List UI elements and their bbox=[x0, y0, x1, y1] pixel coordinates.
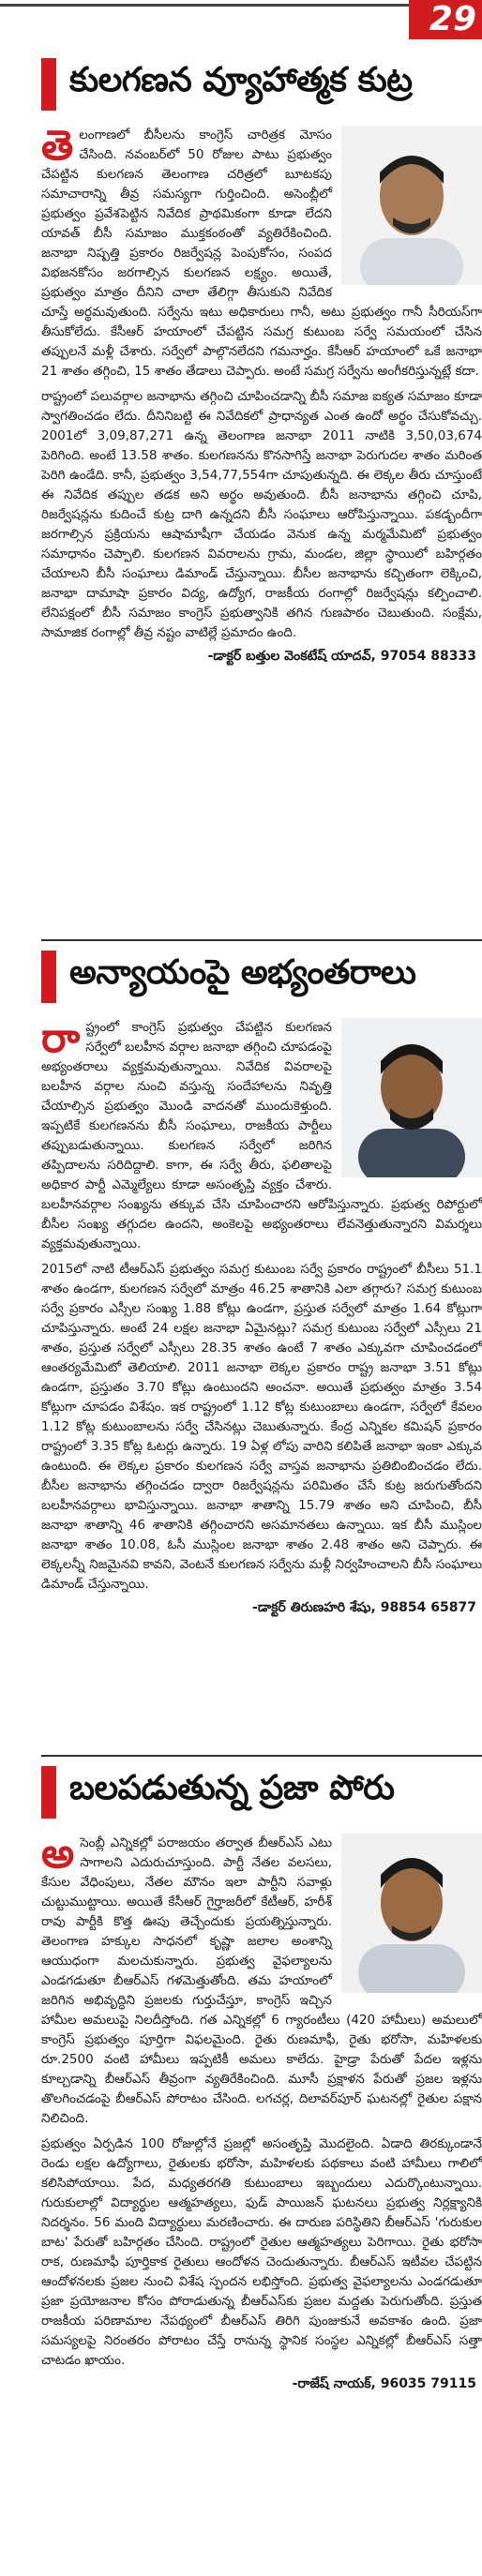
author-photo-3 bbox=[341, 1834, 482, 1993]
article-3-dropcap: అ bbox=[41, 1830, 75, 1878]
header-rule bbox=[0, 4, 413, 7]
article-2-intro-text: ష్ట్రంలో కాంగ్రెస్ ప్రభుత్వం చేపట్టిన కులగణన సర్వేలో బలహీన వర్గాల జనాభా తగ్గించి చూపడంపై అభ్యంతరాలు వ్యక్తమవుతున్నాయి. నివేదిక వివరాలపై బలహీన వర్గాల నుంచి వస్తున్న సందేహాలను నివృత్తి చేయాల్సిన ప్రభుత్వం మొండి వాదనతో ముందుకెళ్తుంది. ఇప్పటికే కులగణనను బీసీ సంఘాలు, రాజకీయ పార్టీలు తప్పుబడుతున్నాయి. కులగణన సర్వేలో జరిగిన తప్పిదాలను సరిదిద్దాలి. కాగా, ఈ సర్వే తీరు, ఫలితాలపై అధికార పార్టీ ఎమ్మెల్యేలు కూడా అసంతృప్తి వ్యక్తం చేశారు. బలహీనవర్గాల సంఖ్యను తక్కువ చేసి చూపించారని ఆరోపిస్తున్నారు. ప్రభుత్వ రిపోర్టులో బీసీల సంఖ్య తగ్గుదల ఉందని, అంకెలపై అభ్యంతరాలు లేవనెత్తుతున్నారని విమర్శలు వ్యక్తమవుతున్నాయి. bbox=[41, 1020, 482, 1251]
article-1-dropcap: తె bbox=[41, 122, 74, 170]
article-1-headline: కులగణన వ్యూహాత్మక కుట్ర bbox=[69, 61, 413, 99]
article-2-author: -డాక్టర్ తిరుణహరి శేషు, 98854 65877 bbox=[252, 1600, 476, 1615]
article-1-text: రాష్ట్రంలో పలువర్గాల జనాభాను తగ్గించి చూపించడాన్ని బీసీ సమాజ ఐక్యత సమాజం కూడా స్వాగతించడం లేదు. దీనినిబట్టి ఈ నివేదికలో ప్రాధాన్యత ఎంత ఉందో అర్థం చేసుకోవచ్చు. 2001లో 3,09,87,271 ఉన్న తెలంగాణ జనాభా 2011 నాటికి 3,50,03,674 పెరిగింది. అంటే 13.58 శాతం. కులగణనను కొనసాగిస్తే జనాభా పెరుగుదల శాతం మరింత పెరిగి ఉండేది. కానీ, ప్రభుత్వం 3,54,77,554గా చూపుతున్నది. ఈ లెక్కల తీరు చూస్తుంటే ఈ నివేదిక తప్పుల తడక అని అర్థం అవుతుంది. బీసీ జనాభాను తగ్గించి చూపి, రిజర్వేషన్లను కుదించే కుట్ర దాగి ఉన్నదని బీసీ సంఘాలు ఆరోపిస్తున్నాయి. పకడ్బందీగా జరగాల్సిన ప్రక్రియను ఆషామాషీగా చేయడం వెనుక ఉన్న మర్మమేమిటో ప్రభుత్వం సమాధానం చెప్పాలి. కులగణన వివరాలను గ్రామ, మండల, జిల్లా స్థాయిలో బహిర్గతం చేయాలని బీసీ సంఘాలు డిమాండ్ చేస్తున్నాయి. బీసీల జనాభాను కచ్చితంగా లెక్కించి, జనాభా దామాషా ప్రకారం విద్య, ఉద్యోగ, రాజకీయ రంగాల్లో రిజర్వేషన్లు కల్పించాలి. లేనిపక్షంలో బీసీ సమాజం కాంగ్రెస్ ప్రభుత్వానికి తగిన గుణపాఠం చెబుతుంది. సంక్షేమ, సామాజిక రంగాల్లో తీవ్ర నష్టం వాటిల్లే ప్రమాదం ఉంది. bbox=[41, 389, 482, 640]
article-3-author: -రాజేష్ నాయక్, 96035 79115 bbox=[292, 2376, 476, 2391]
article-3-intro-text: సెంబ్లీ ఎన్నికల్లో పరాజయం తర్వాత బీఆర్ఎస్ ఎటు సాగాలని ఎదురుచూస్తుంది. పార్టీ నేతల వలసలు, కేసుల వేధింపులు, నేతల మౌనం ఇలా పార్టీని సవాళ్లు చుట్టుముట్టాయి. అయితే కేసీఆర్ గైర్హాజరీలో కేటీఆర్, హరీశ్ రావు పార్టీకి కొత్త ఊపు తెచ్చేందుకు ప్రయత్నిస్తున్నారు. తెలంగాణ హక్కుల సాధనలో కృష్ణా జలాల అంశాన్ని ఆయుధంగా మలచుకున్నారు. ప్రభుత్వ వైఫల్యాలను ఎండగడుతూ బీఆర్ఎస్ గళమెత్తుతోంది. తమ హయాంలో జరిగిన అభివృద్ధిని ప్రజలకు గుర్తుచేస్తూ, కాంగ్రెస్ ఇచ్చిన హామీల అమలుపై నిలదీస్తోంది. గత ఎన్నికల్లో 6 గ్యారంటీలు (420 హామీలు) అమలులో కాంగ్రెస్ ప్రభుత్వం పూర్తిగా విఫలమైంది. రైతు రుణమాఫీ, రైతు భరోసా, మహిళలకు రూ.2500 వంటి హామీలు ఇప్పటికీ అమలు కాలేదు. హైడ్రా పేరుతో పేదల ఇళ్లను కూల్చడాన్ని బీఆర్ఎస్ తీవ్రంగా వ్యతిరేకించింది. మూసీ ప్రక్షాళన పేరుతో ప్రజల ఇళ్లను తొలగించడంపై బీఆర్ఎస్ పోరాటం చేసింది. లగచర్ల, దిలావర్‌పూర్ ఘటనల్లో రైతుల పక్షాన నిలిచింది. bbox=[41, 1835, 482, 2126]
article-3 bbox=[41, 1764, 482, 2394]
article-1-body bbox=[41, 122, 482, 666]
article-divider-2 bbox=[41, 1755, 482, 1757]
article-1-author: -డాక్టర్ బత్తుల వెంకటేష్ యాదవ్, 97054 88333 bbox=[207, 649, 476, 664]
article-3-headline: బలపడుతున్న ప్రజా పోరు bbox=[69, 1769, 395, 1807]
article-3-header bbox=[41, 1764, 482, 1820]
article-2-headline: అన్యాయంపై అభ్యంతరాలు bbox=[69, 953, 416, 992]
article-3-text: ప్రభుత్వం ఏర్పడిన 100 రోజుల్లోనే ప్రజల్లో అసంతృప్తి మొదలైంది. ఏడాది తిరక్కుండానే రెండు లక్షల ఉద్యోగాలు, రైతులకు భరోసా, మహిళలకు పథకాలు వంటి హామీలు గాలిలో కలిసిపోయాయి. పేద, మధ్యతరగతి కుటుంబాలు ఇబ్బందులు ఎదుర్కొంటున్నాయి. గురుకులాల్లో విద్యార్థుల ఆత్మహత్యలు, ఫుడ్ పాయిజన్ ఘటనలు ప్రభుత్వ నిర్లక్ష్యానికి నిదర్శనం. 56 మంది విద్యార్థులు మరణించారు. ఈ దారుణ పరిస్థితిని బీఆర్ఎస్ 'గురుకుల బాట' పేరుతో బహిర్గతం చేసింది. రాష్ట్రంలో రైతుల ఆత్మహత్యలు పెరిగాయి. రైతు భరోసా రాక, రుణమాఫీ పూర్తికాక రైతులు ఆందోళన చెందుతున్నారు. బీఆర్ఎస్ ఇటీవల చేపట్టిన ఆందోళనలకు ప్రజల నుంచి విశేష స్పందన లభిస్తోంది. ప్రభుత్వ వైఫల్యాలను ఎండగడుతూ ప్రజా ప్రయోజనాల కోసం పోరాడుతున్న బీఆర్ఎస్‌కు ప్రజల మద్దతు పెరుగుతోంది. ప్రస్తుత రాజకీయ పరిణామాల నేపథ్యంలో బీఆర్ఎస్ తిరిగి పుంజుకునే అవకాశం ఉంది. ప్రజా సమస్యలపై నిరంతరం పోరాటం చేస్తే రానున్న స్థానిక సంస్థల ఎన్నికల్లో బీఆర్ఎస్ సత్తా చాటడం ఖాయం. bbox=[41, 2136, 482, 2368]
page-header bbox=[0, 0, 482, 39]
article-2-header bbox=[41, 949, 482, 1005]
headline-accent-bar bbox=[41, 951, 56, 1003]
article-2-body bbox=[41, 1014, 482, 1618]
headline-accent-bar bbox=[41, 1766, 56, 1819]
article-1-header bbox=[41, 56, 482, 112]
author-photo-1 bbox=[341, 126, 482, 285]
article-2-dropcap: రా bbox=[41, 1014, 81, 1062]
page-number: 29 bbox=[409, 0, 482, 39]
article-3-body bbox=[41, 1830, 482, 2394]
author-photo-2 bbox=[341, 1018, 482, 1177]
article-2 bbox=[41, 949, 482, 1618]
article-1 bbox=[41, 56, 482, 666]
article-2-text: 2015లో నాటి టీఆర్ఎస్ ప్రభుత్వం సమగ్ర కుటుంబ సర్వే ప్రకారం రాష్ట్రంలో బీసీలు 51.1 శాతం ఉండగా, కులగణన సర్వేలో మాత్రం 46.25 శాతానికి ఎలా తగ్గారు? సమగ్ర కుటుంబ సర్వే ప్రకారం ఎస్సీల సంఖ్య 1.88 కోట్లు ఉండగా, ప్రస్తుత సర్వేలో మాత్రం 1.64 కోట్లుగా చూపిస్తున్నారు. అంటే 24 లక్షల జనాభా ఏమైనట్లు? సమగ్ర కుటుంబ సర్వేలో ఎస్సీలు 21 శాతం, ప్రస్తుత సర్వేలో ఎస్సీలు 28.35 శాతం ఉంటే 7 శాతం ఎక్కువగా చూపించడంలో ఆంతర్యమేమిటో తెలియాలి. 2011 జనాభా లెక్కల ప్రకారం రాష్ట్ర జనాభా 3.51 కోట్లు ఉండగా, ప్రస్తుతం 3.70 కోట్లు ఉంటుందని అంచనా. అయితే ప్రభుత్వం మాత్రం 3.54 కోట్లుగా చూపడం విశేషం. ఇక రాష్ట్రంలో 1.12 కోట్ల కుటుంబాలు ఉండగా, సర్వేలో కేవలం 1.12 కోట్ల కుటుంబాలను సర్వే చేసినట్లు చెబుతున్నారు. కేంద్ర ఎన్నికల కమిషన్ ప్రకారం రాష్ట్రంలో 3.35 కోట్ల ఓటర్లు ఉన్నారు. 19 ఏళ్ల లోపు వారిని కలిపితే జనాభా ఇంకా ఎక్కువ ఉంటుంది. ఈ లెక్కల ప్రకారం కులగణన సర్వే వాస్తవ జనాభాను ప్రతిబింబించడం లేదు. బీసీల జనాభాను తగ్గించడం ద్వారా రిజర్వేషన్లను పరిమితం చేసే కుట్ర జరుగుతోందని బలహీనవర్గాలు భావిస్తున్నాయి. జనాభా శాతాన్ని 15.79 శాతం అని చూపించి, బీసీ జనాభా శాతాన్ని 46 శాతానికి తగ్గించారని అసమానతలు ఉన్నాయి. ఇక బీసీ ముస్లింల జనాభా శాతం 10.08, ఓసీ ముస్లింల జనాభా శాతం 2.48 శాతం అని చెప్పారు. ఈ లెక్కలన్నీ నిజమైనవి కావని, వెంటనే కులగణన సర్వేను మళ్లీ నిర్వహించాలని బీసీ సంఘాలు డిమాండ్ చేస్తున్నాయి. bbox=[41, 1262, 482, 1592]
article-divider-1 bbox=[41, 939, 482, 941]
article-1-intro-text: లంగాణలో బీసీలను కాంగ్రెస్ చారిత్రక మోసం చేసింది. నవంబర్‌లో 50 రోజుల పాటు ప్రభుత్వం చేపట్టిన కులగణన తెలంగాణ చరిత్రలో బూటకపు సమాచారాన్ని తీవ్ర సమస్యగా గుర్తించింది. అసెంబ్లీలో ప్రభుత్వం ప్రవేశపెట్టిన నివేదిక ప్రాథమికంగా కూడా లేదని యావత్ బీసీ సమాజం ముక్తకంఠంతో వ్యతిరేకించింది. జనాభా నిష్పత్తి ప్రకారం రిజర్వేషన్ల పెంపుకోసం, సంపద విభజనకోసం జరగాల్సిన కులగణన లక్ష్యం. అయితే, ప్రభుత్వం మాత్రం దీనిని చాలా తేలిగ్గా తీసుకుని నివేదిక చూస్తే అర్థమవుతుంది. సర్వేను ఇటు అధికారులు గానీ, అటు ప్రభుత్వం గానీ సీరియస్‌గా తీసుకోలేదు. కేసీఆర్ హయాంలో చేపట్టిన సమగ్ర కుటుంబ సర్వే సమయంలో చేసిన తప్పులనే మళ్లీ చేశారు. సర్వేలో పాల్గొనలేదని గమనార్హం. కేసీఆర్ హయాంలో ఒకే జనాభా 21 శాతం తగ్గించి, 15 శాతం తేడాలు చెప్పారు. అంటే సమగ్ర సర్వేను అంగీకరిస్తున్నట్లే కదా. bbox=[41, 127, 482, 379]
headline-accent-bar bbox=[41, 58, 56, 111]
